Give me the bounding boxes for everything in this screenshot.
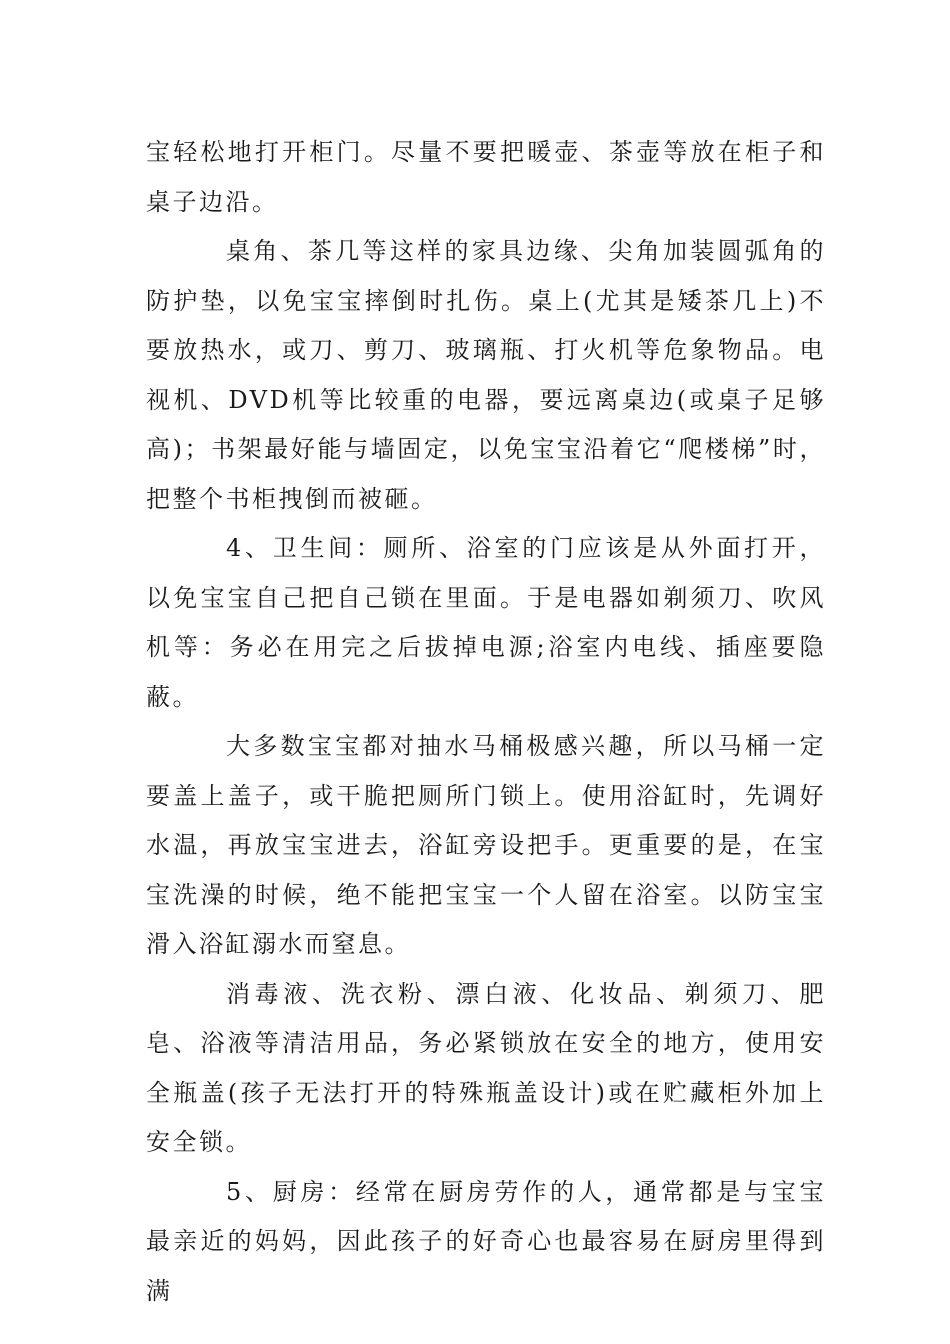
paragraph-toilet-bathtub: 大多数宝宝都对抽水马桶极感兴趣，所以马桶一定要盖上盖子，或干脆把厕所门锁上。使用浴缸时，先调好水温，再放宝宝进去，浴缸旁设把手。更重要的是，在宝宝洗澡的时候，绝不能把宝宝一个人留在浴室。以防宝宝滑入浴缸溺水而窒息。 [146, 732, 826, 958]
paragraph-bathroom-heading: 4、卫生间：厕所、浴室的门应该是从外面打开，以免宝宝自己把自己锁在里面。于是电器如剃须刀、吹风机等：务必在用完之后拔掉电源;浴室内电线、插座要隐蔽。 [146, 534, 826, 711]
document-body [146, 128, 826, 1316]
paragraph-kitchen-heading: 5、厨房：经常在厨房劳作的人，通常都是与宝宝最亲近的妈妈，因此孩子的好奇心也最容易在厨房里得到满 [146, 1177, 826, 1305]
paragraph-cleaning-products: 消毒液、洗衣粉、漂白液、化妆品、剃须刀、肥皂、浴液等清洁用品，务必紧锁放在安全的地方，使用安全瓶盖(孩子无法打开的特殊瓶盖设计)或在贮藏柜外加上安全锁。 [146, 979, 826, 1156]
paragraph-furniture-safety: 桌角、茶几等这样的家具边缘、尖角加装圆弧角的防护垫，以免宝宝摔倒时扎伤。桌上(尤其是矮茶几上)不要放热水，或刀、剪刀、玻璃瓶、打火机等危象物品。电视机、DVD机等比较重的电器，要远离桌边(或桌子足够高)；书架最好能与墙固定，以免宝宝沿着它“爬楼梯”时，把整个书柜拽倒而被砸。 [146, 237, 826, 513]
paragraph-cabinet-continuation: 宝轻松地打开柜门。尽量不要把暖壶、茶壶等放在柜子和桌子边沿。 [146, 138, 826, 216]
